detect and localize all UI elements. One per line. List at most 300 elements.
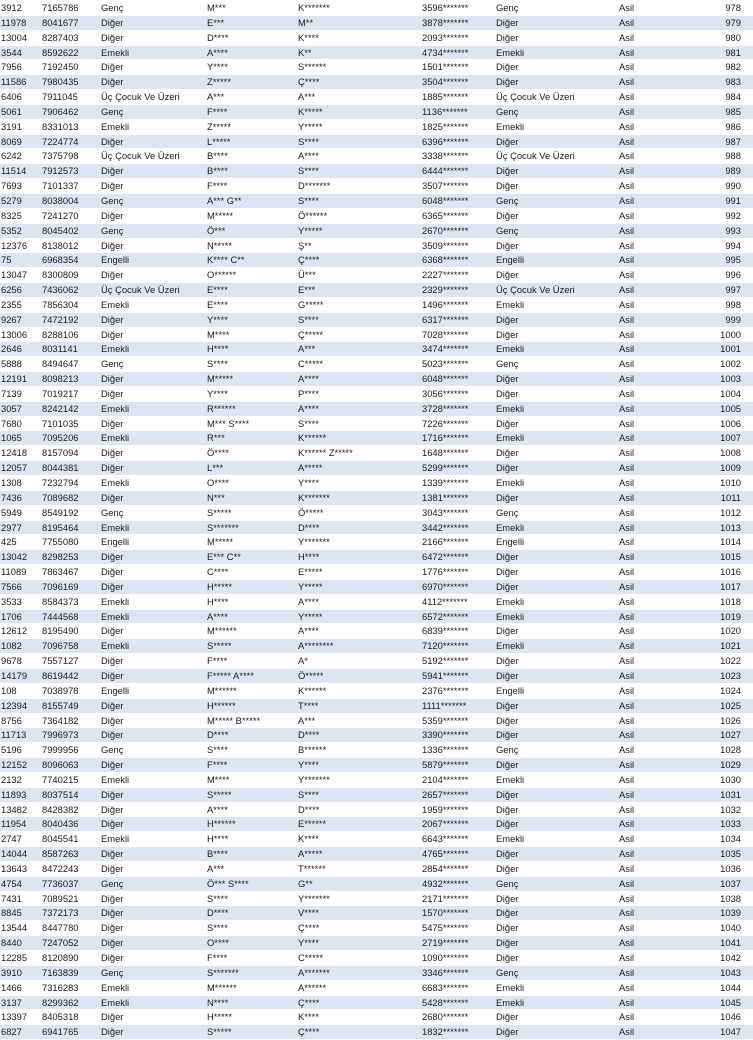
- cell-tc-id-masked: 5192*******: [421, 654, 495, 669]
- cell-first-name: A***: [206, 90, 297, 105]
- cell-category: Diğer: [100, 758, 206, 773]
- table-row: [0, 431, 753, 446]
- cell-rank: 1039: [702, 906, 753, 921]
- cell-last-name: K****: [297, 1010, 421, 1025]
- cell-first-name: E****: [206, 297, 297, 312]
- cell-category: Diğer: [100, 75, 206, 90]
- cell-application-no: 7680: [0, 416, 41, 431]
- table-row: [0, 639, 753, 654]
- cell-application-no: 13042: [0, 550, 41, 565]
- cell-record-id: 7736037: [41, 876, 100, 891]
- cell-first-name: M*** S****: [206, 416, 297, 431]
- cell-tc-id-masked: 3338*******: [421, 149, 495, 164]
- cell-tc-id-masked: 2854*******: [421, 861, 495, 876]
- cell-last-name: A****: [297, 624, 421, 639]
- cell-rank: 983: [702, 75, 753, 90]
- cell-application-no: 7436: [0, 490, 41, 505]
- cell-last-name: Ç****: [297, 1025, 421, 1040]
- cell-quota-group: Emekli: [495, 772, 618, 787]
- cell-application-no: 1706: [0, 609, 41, 624]
- cell-tc-id-masked: 5428*******: [421, 995, 495, 1010]
- cell-rank: 995: [702, 253, 753, 268]
- cell-first-name: F****: [206, 179, 297, 194]
- cell-record-id: 8195464: [41, 520, 100, 535]
- cell-first-name: A****: [206, 802, 297, 817]
- cell-record-id: 7996973: [41, 728, 100, 743]
- cell-tc-id-masked: 2166*******: [421, 535, 495, 550]
- cell-last-name: Y****: [297, 758, 421, 773]
- cell-status: Asil: [618, 565, 702, 580]
- cell-application-no: 3137: [0, 995, 41, 1010]
- cell-first-name: O****: [206, 936, 297, 951]
- cell-first-name: Ö*** S****: [206, 876, 297, 891]
- cell-first-name: L*****: [206, 134, 297, 149]
- cell-rank: 1043: [702, 965, 753, 980]
- cell-status: Asil: [618, 401, 702, 416]
- cell-tc-id-masked: 1959*******: [421, 802, 495, 817]
- cell-status: Asil: [618, 476, 702, 491]
- cell-quota-group: Emekli: [495, 119, 618, 134]
- cell-first-name: M*****: [206, 208, 297, 223]
- cell-status: Asil: [618, 297, 702, 312]
- cell-quota-group: Diğer: [495, 624, 618, 639]
- cell-last-name: Ö*****: [297, 668, 421, 683]
- cell-quota-group: Emekli: [495, 594, 618, 609]
- cell-rank: 1045: [702, 995, 753, 1010]
- cell-status: Asil: [618, 90, 702, 105]
- cell-record-id: 7740215: [41, 772, 100, 787]
- cell-quota-group: Genç: [495, 193, 618, 208]
- cell-application-no: 12376: [0, 238, 41, 253]
- cell-tc-id-masked: 3878*******: [421, 15, 495, 30]
- cell-tc-id-masked: 5299*******: [421, 461, 495, 476]
- cell-quota-group: Diğer: [495, 698, 618, 713]
- cell-last-name: K******: [297, 683, 421, 698]
- cell-quota-group: Diğer: [495, 446, 618, 461]
- cell-first-name: S****: [206, 891, 297, 906]
- cell-last-name: D****: [297, 802, 421, 817]
- cell-quota-group: Emekli: [495, 431, 618, 446]
- cell-application-no: 8845: [0, 906, 41, 921]
- cell-record-id: 8096063: [41, 758, 100, 773]
- cell-first-name: F***** A****: [206, 668, 297, 683]
- cell-category: Diğer: [100, 312, 206, 327]
- cell-rank: 1030: [702, 772, 753, 787]
- cell-record-id: 8287403: [41, 30, 100, 45]
- cell-record-id: 8044381: [41, 461, 100, 476]
- cell-application-no: 8069: [0, 134, 41, 149]
- table-row: [0, 995, 753, 1010]
- table-row: [0, 223, 753, 238]
- cell-status: Asil: [618, 134, 702, 149]
- cell-category: Diğer: [100, 30, 206, 45]
- cell-status: Asil: [618, 15, 702, 30]
- cell-last-name: Ö******: [297, 208, 421, 223]
- cell-application-no: 7139: [0, 386, 41, 401]
- cell-application-no: 11954: [0, 817, 41, 832]
- cell-application-no: 7431: [0, 891, 41, 906]
- cell-rank: 1013: [702, 520, 753, 535]
- cell-last-name: S****: [297, 164, 421, 179]
- cell-rank: 996: [702, 268, 753, 283]
- table-row: [0, 283, 753, 298]
- cell-last-name: Ü***: [297, 268, 421, 283]
- cell-application-no: 2646: [0, 342, 41, 357]
- cell-quota-group: Diğer: [495, 134, 618, 149]
- cell-quota-group: Diğer: [495, 787, 618, 802]
- cell-status: Asil: [618, 505, 702, 520]
- cell-category: Diğer: [100, 861, 206, 876]
- cell-category: Genç: [100, 1, 206, 15]
- cell-record-id: 7444568: [41, 609, 100, 624]
- table-row: [0, 668, 753, 683]
- cell-application-no: 13643: [0, 861, 41, 876]
- table-body: [0, 1, 753, 1040]
- cell-record-id: 7096169: [41, 579, 100, 594]
- cell-rank: 1016: [702, 565, 753, 580]
- cell-quota-group: Diğer: [495, 461, 618, 476]
- table-row: [0, 535, 753, 550]
- cell-last-name: C*****: [297, 951, 421, 966]
- cell-first-name: K**** C**: [206, 253, 297, 268]
- cell-category: Diğer: [100, 416, 206, 431]
- cell-first-name: M*****: [206, 535, 297, 550]
- cell-first-name: M***: [206, 1, 297, 15]
- cell-status: Asil: [618, 594, 702, 609]
- cell-quota-group: Üç Çocuk Ve Üzeri: [495, 149, 618, 164]
- cell-quota-group: Diğer: [495, 891, 618, 906]
- table-row: [0, 327, 753, 342]
- cell-last-name: Ö*****: [297, 505, 421, 520]
- cell-application-no: 9267: [0, 312, 41, 327]
- cell-last-name: Y****: [297, 936, 421, 951]
- cell-category: Genç: [100, 104, 206, 119]
- cell-tc-id-masked: 4734*******: [421, 45, 495, 60]
- cell-tc-id-masked: 5023*******: [421, 357, 495, 372]
- cell-category: Diğer: [100, 60, 206, 75]
- cell-record-id: 8155749: [41, 698, 100, 713]
- cell-application-no: 3912: [0, 1, 41, 15]
- cell-category: Emekli: [100, 980, 206, 995]
- cell-last-name: Y*******: [297, 772, 421, 787]
- cell-application-no: 11978: [0, 15, 41, 30]
- cell-rank: 1036: [702, 861, 753, 876]
- cell-quota-group: Diğer: [495, 817, 618, 832]
- cell-quota-group: Genç: [495, 104, 618, 119]
- cell-category: Emekli: [100, 609, 206, 624]
- cell-record-id: 8045541: [41, 832, 100, 847]
- cell-record-id: 8045402: [41, 223, 100, 238]
- cell-category: Diğer: [100, 386, 206, 401]
- cell-category: Diğer: [100, 446, 206, 461]
- cell-category: Diğer: [100, 921, 206, 936]
- cell-last-name: B******: [297, 743, 421, 758]
- cell-first-name: Z*****: [206, 119, 297, 134]
- cell-status: Asil: [618, 386, 702, 401]
- cell-status: Asil: [618, 30, 702, 45]
- cell-quota-group: Diğer: [495, 802, 618, 817]
- cell-rank: 1002: [702, 357, 753, 372]
- cell-quota-group: Engelli: [495, 683, 618, 698]
- cell-category: Emekli: [100, 401, 206, 416]
- cell-status: Asil: [618, 1010, 702, 1025]
- cell-quota-group: Diğer: [495, 60, 618, 75]
- cell-tc-id-masked: 2104*******: [421, 772, 495, 787]
- cell-status: Asil: [618, 906, 702, 921]
- cell-first-name: Y****: [206, 386, 297, 401]
- cell-record-id: 8405318: [41, 1010, 100, 1025]
- table-row: [0, 802, 753, 817]
- cell-last-name: Y*******: [297, 535, 421, 550]
- cell-status: Asil: [618, 891, 702, 906]
- cell-record-id: 7019217: [41, 386, 100, 401]
- table-row: [0, 1, 753, 15]
- cell-application-no: 13482: [0, 802, 41, 817]
- cell-rank: 1042: [702, 951, 753, 966]
- cell-category: Diğer: [100, 565, 206, 580]
- cell-status: Asil: [618, 60, 702, 75]
- cell-last-name: K*****: [297, 104, 421, 119]
- cell-rank: 993: [702, 223, 753, 238]
- cell-application-no: 14044: [0, 847, 41, 862]
- cell-tc-id-masked: 4765*******: [421, 847, 495, 862]
- cell-quota-group: Diğer: [495, 906, 618, 921]
- cell-rank: 1035: [702, 847, 753, 862]
- cell-category: Diğer: [100, 179, 206, 194]
- cell-quota-group: Diğer: [495, 847, 618, 862]
- table-row: [0, 193, 753, 208]
- cell-category: Emekli: [100, 45, 206, 60]
- cell-first-name: O****: [206, 476, 297, 491]
- cell-status: Asil: [618, 238, 702, 253]
- table-row: [0, 490, 753, 505]
- cell-application-no: 5949: [0, 505, 41, 520]
- cell-first-name: A*** G**: [206, 193, 297, 208]
- cell-record-id: 8472243: [41, 861, 100, 876]
- cell-quota-group: Emekli: [495, 832, 618, 847]
- cell-record-id: 7980435: [41, 75, 100, 90]
- cell-last-name: A****: [297, 372, 421, 387]
- cell-application-no: 5352: [0, 223, 41, 238]
- cell-tc-id-masked: 3507*******: [421, 179, 495, 194]
- cell-status: Asil: [618, 1, 702, 15]
- cell-quota-group: Emekli: [495, 342, 618, 357]
- cell-category: Genç: [100, 965, 206, 980]
- table-row: [0, 208, 753, 223]
- cell-status: Asil: [618, 995, 702, 1010]
- cell-category: Emekli: [100, 594, 206, 609]
- cell-tc-id-masked: 6396*******: [421, 134, 495, 149]
- cell-application-no: 7566: [0, 579, 41, 594]
- table-row: [0, 520, 753, 535]
- cell-last-name: Y*****: [297, 579, 421, 594]
- cell-last-name: Ç*****: [297, 327, 421, 342]
- cell-rank: 1046: [702, 1010, 753, 1025]
- cell-rank: 1004: [702, 386, 753, 401]
- cell-rank: 1012: [702, 505, 753, 520]
- cell-quota-group: Emekli: [495, 476, 618, 491]
- cell-rank: 1017: [702, 579, 753, 594]
- table-row: [0, 505, 753, 520]
- cell-application-no: 6242: [0, 149, 41, 164]
- cell-quota-group: Diğer: [495, 416, 618, 431]
- cell-first-name: O******: [206, 268, 297, 283]
- table-row: [0, 817, 753, 832]
- table-row: [0, 951, 753, 966]
- cell-record-id: 7095206: [41, 431, 100, 446]
- table-row: [0, 15, 753, 30]
- cell-status: Asil: [618, 253, 702, 268]
- cell-first-name: M******: [206, 683, 297, 698]
- cell-rank: 1034: [702, 832, 753, 847]
- cell-last-name: T****: [297, 698, 421, 713]
- table-row: [0, 579, 753, 594]
- cell-last-name: S****: [297, 416, 421, 431]
- table-row: [0, 372, 753, 387]
- cell-tc-id-masked: 1111*******: [421, 698, 495, 713]
- cell-category: Diğer: [100, 134, 206, 149]
- cell-rank: 1015: [702, 550, 753, 565]
- table-row: [0, 787, 753, 802]
- cell-category: Emekli: [100, 119, 206, 134]
- cell-quota-group: Diğer: [495, 490, 618, 505]
- cell-record-id: 8584373: [41, 594, 100, 609]
- cell-rank: 997: [702, 283, 753, 298]
- cell-first-name: Y****: [206, 312, 297, 327]
- cell-status: Asil: [618, 847, 702, 862]
- cell-application-no: 6406: [0, 90, 41, 105]
- cell-quota-group: Emekli: [495, 45, 618, 60]
- table-row: [0, 1010, 753, 1025]
- cell-application-no: 1308: [0, 476, 41, 491]
- cell-record-id: 8428382: [41, 802, 100, 817]
- cell-record-id: 7224774: [41, 134, 100, 149]
- cell-first-name: L***: [206, 461, 297, 476]
- cell-status: Asil: [618, 535, 702, 550]
- cell-quota-group: Diğer: [495, 861, 618, 876]
- cell-tc-id-masked: 6683*******: [421, 980, 495, 995]
- cell-record-id: 8494647: [41, 357, 100, 372]
- cell-rank: 989: [702, 164, 753, 179]
- cell-quota-group: Diğer: [495, 208, 618, 223]
- cell-first-name: D****: [206, 728, 297, 743]
- cell-application-no: 13004: [0, 30, 41, 45]
- cell-rank: 1020: [702, 624, 753, 639]
- cell-last-name: A****: [297, 594, 421, 609]
- cell-rank: 998: [702, 297, 753, 312]
- cell-rank: 1018: [702, 594, 753, 609]
- table-row: [0, 861, 753, 876]
- table-row: [0, 461, 753, 476]
- cell-category: Diğer: [100, 372, 206, 387]
- cell-status: Asil: [618, 342, 702, 357]
- cell-status: Asil: [618, 119, 702, 134]
- cell-rank: 1022: [702, 654, 753, 669]
- cell-tc-id-masked: 1501*******: [421, 60, 495, 75]
- cell-application-no: 2977: [0, 520, 41, 535]
- cell-quota-group: Genç: [495, 357, 618, 372]
- cell-application-no: 6256: [0, 283, 41, 298]
- cell-quota-group: Engelli: [495, 253, 618, 268]
- cell-quota-group: Diğer: [495, 75, 618, 90]
- cell-tc-id-masked: 1381*******: [421, 490, 495, 505]
- cell-record-id: 7364182: [41, 713, 100, 728]
- cell-first-name: F****: [206, 758, 297, 773]
- cell-status: Asil: [618, 75, 702, 90]
- cell-rank: 981: [702, 45, 753, 60]
- cell-quota-group: Diğer: [495, 179, 618, 194]
- cell-category: Üç Çocuk Ve Üzeri: [100, 283, 206, 298]
- cell-first-name: B****: [206, 164, 297, 179]
- table-row: [0, 609, 753, 624]
- cell-application-no: 3191: [0, 119, 41, 134]
- cell-quota-group: Diğer: [495, 268, 618, 283]
- cell-application-no: 12418: [0, 446, 41, 461]
- table-row: [0, 30, 753, 45]
- cell-record-id: 7101035: [41, 416, 100, 431]
- cell-last-name: S****: [297, 193, 421, 208]
- table-row: [0, 238, 753, 253]
- cell-status: Asil: [618, 268, 702, 283]
- cell-last-name: D*******: [297, 179, 421, 194]
- cell-category: Diğer: [100, 238, 206, 253]
- cell-first-name: R***: [206, 431, 297, 446]
- cell-quota-group: Diğer: [495, 238, 618, 253]
- cell-quota-group: Diğer: [495, 312, 618, 327]
- cell-record-id: 7912573: [41, 164, 100, 179]
- cell-application-no: 1065: [0, 431, 41, 446]
- cell-quota-group: Emekli: [495, 639, 618, 654]
- cell-last-name: Y****: [297, 476, 421, 491]
- table-row: [0, 386, 753, 401]
- cell-tc-id-masked: 2171*******: [421, 891, 495, 906]
- cell-status: Asil: [618, 876, 702, 891]
- cell-tc-id-masked: 6368*******: [421, 253, 495, 268]
- cell-application-no: 3057: [0, 401, 41, 416]
- cell-rank: 985: [702, 104, 753, 119]
- cell-record-id: 8298253: [41, 550, 100, 565]
- cell-record-id: 6941765: [41, 1025, 100, 1040]
- cell-category: Diğer: [100, 847, 206, 862]
- cell-first-name: S*****: [206, 1025, 297, 1040]
- cell-quota-group: Diğer: [495, 550, 618, 565]
- cell-first-name: B****: [206, 149, 297, 164]
- cell-tc-id-masked: 2719*******: [421, 936, 495, 951]
- table-row: [0, 1025, 753, 1040]
- cell-quota-group: Diğer: [495, 386, 618, 401]
- cell-tc-id-masked: 6839*******: [421, 624, 495, 639]
- cell-record-id: 8331013: [41, 119, 100, 134]
- cell-tc-id-masked: 1090*******: [421, 951, 495, 966]
- cell-status: Asil: [618, 193, 702, 208]
- cell-category: Genç: [100, 193, 206, 208]
- table-row: [0, 179, 753, 194]
- cell-status: Asil: [618, 327, 702, 342]
- cell-rank: 1011: [702, 490, 753, 505]
- cell-last-name: Ç****: [297, 253, 421, 268]
- cell-rank: 988: [702, 149, 753, 164]
- cell-quota-group: Genç: [495, 223, 618, 238]
- cell-record-id: 8619442: [41, 668, 100, 683]
- cell-first-name: M****: [206, 772, 297, 787]
- cell-tc-id-masked: 3056*******: [421, 386, 495, 401]
- cell-category: Diğer: [100, 490, 206, 505]
- cell-quota-group: Emekli: [495, 520, 618, 535]
- cell-first-name: H******: [206, 698, 297, 713]
- cell-application-no: 8325: [0, 208, 41, 223]
- cell-category: Diğer: [100, 550, 206, 565]
- cell-application-no: 12612: [0, 624, 41, 639]
